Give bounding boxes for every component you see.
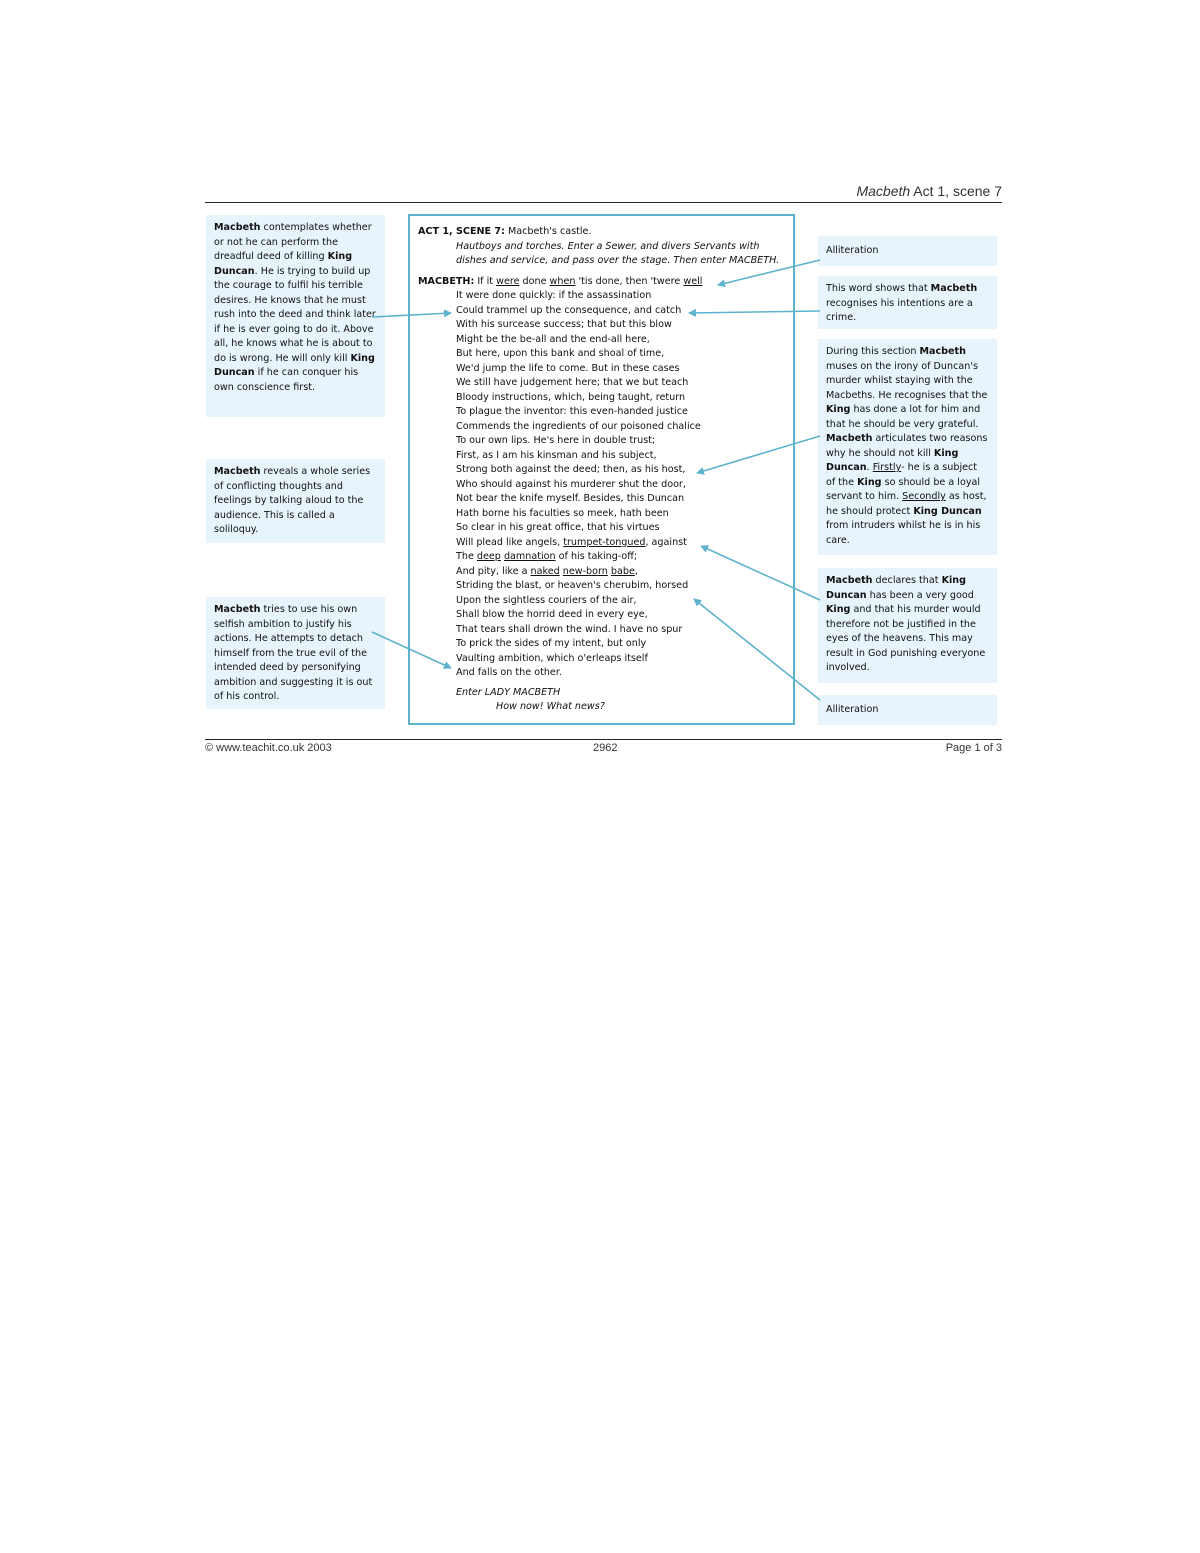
text-run: 'tis done, then 'twere — [575, 275, 684, 287]
text-run: muses on the irony of Duncan's murder whilst staying with the Macbeths. He recognises that the — [826, 360, 988, 401]
verse-line — [418, 579, 785, 594]
verse-line — [418, 289, 785, 304]
text-run: Alliteration — [826, 704, 879, 715]
note-right-2 — [818, 276, 997, 329]
text-run: So clear in his great office, that his virtues — [456, 522, 660, 533]
text-run: And pity, like a — [456, 565, 531, 577]
text-run: King — [826, 604, 851, 615]
verse-line — [418, 565, 785, 580]
scene-setting: Macbeth's castle. — [504, 226, 592, 237]
text-run: Macbeth — [214, 222, 261, 233]
text-run: Will plead like angels, — [456, 536, 564, 548]
text-run: when — [549, 275, 576, 287]
text-run: as host, he should protect — [826, 491, 987, 517]
header-title-rest: Act 1, scene 7 — [910, 183, 1002, 199]
text-run: naked — [530, 565, 560, 577]
verse-line — [418, 391, 785, 406]
text-run: Macbeth — [826, 433, 873, 444]
text-run: First, as I am his kinsman and his subject, — [456, 449, 657, 461]
verse-line — [418, 492, 785, 507]
text-run: To plague the inventor: this even-handed justice — [456, 406, 688, 417]
verse-line — [418, 420, 785, 435]
note-left-3 — [206, 597, 385, 709]
text-run: Vaulting ambition, which o'erleaps itself — [456, 652, 648, 664]
note-right-4 — [818, 568, 997, 683]
note-left-1 — [206, 215, 385, 417]
verse-line — [418, 666, 785, 681]
verse-line — [418, 333, 785, 348]
text-run: articulates two reasons why he should not kill — [826, 433, 988, 459]
text-run: done — [519, 275, 550, 287]
verse-line — [418, 304, 785, 319]
header-rule — [205, 202, 1002, 203]
text-run: Macbeth — [919, 346, 966, 357]
text-run: We'd jump the life to come. But in these cases — [456, 362, 680, 374]
footer-code: 2962 — [593, 742, 618, 754]
note-left-2 — [206, 459, 385, 543]
text-run: We still have judgement here; that we but teach — [456, 377, 689, 388]
text-run: . He is trying to build up the courage to fulfil his terrible desires. He knows that he must rush into the deed and think later if he is ever going to do it. Above all, he knows what he is about to do is wrong. He will only kill — [214, 265, 376, 364]
text-run: If it — [474, 275, 497, 287]
text-run: Striding the blast, or heaven's cherubim, horsed — [456, 580, 689, 591]
verse-line — [418, 536, 785, 551]
text-run: has done a lot for him and that he should be very grateful. — [826, 404, 981, 430]
text-run: were — [496, 275, 520, 287]
text-run: trumpet-tongued — [563, 536, 646, 548]
reply-line: How now! What news? — [496, 701, 605, 712]
scene-heading — [418, 225, 785, 240]
text-run: Strong both against the deed; then, as his host, — [456, 464, 686, 475]
text-run: Secondly — [902, 491, 946, 502]
speech-first-line — [418, 275, 785, 290]
verse-line — [418, 608, 785, 623]
text-run: declares that — [872, 575, 942, 586]
text-run: Bloody instructions, which, being taught, return — [456, 391, 686, 403]
text-run: Might be the be-all and the end-all here, — [456, 333, 650, 345]
text-run: It were done quickly: if the assassination — [456, 290, 652, 301]
text-run: Could trammel up the consequence, and catch — [456, 304, 682, 316]
text-run: Not bear the knife myself. Besides, this Duncan — [456, 493, 685, 504]
verse-line — [418, 362, 785, 377]
verse-line — [418, 623, 785, 638]
text-run: new-born — [562, 565, 608, 577]
footer-copyright: © www.teachit.co.uk 2003 — [205, 742, 332, 754]
stage-direction: Hautboys and torches. Enter a Sewer, and divers Servants with dishes and service, and pass over the stage. Then enter MACBETH. — [456, 240, 780, 266]
header-title-italic: Macbeth — [856, 183, 911, 199]
verse-line — [418, 376, 785, 391]
text-run: contemplates whether or not he can perform the dreadful deed of killing — [214, 222, 372, 262]
text-run: Commends the ingredients of our poisoned chalice — [456, 420, 701, 432]
text-run: During this section — [826, 346, 920, 357]
note-right-5 — [818, 695, 997, 725]
text-run: But here, upon this bank and shoal of time, — [456, 348, 665, 359]
footer-rule — [205, 739, 1002, 740]
note-right-1 — [818, 236, 997, 266]
text-run: To prick the sides of my intent, but only — [456, 638, 647, 649]
scene-label: ACT 1, SCENE 7: — [418, 226, 505, 237]
page-header — [205, 183, 1002, 201]
text-run: Shall blow the horrid deed in every eye, — [456, 609, 648, 620]
verse-line — [418, 463, 785, 478]
text-run: Macbeth — [214, 466, 261, 477]
text-run: , — [634, 565, 638, 577]
text-run: deep — [476, 551, 501, 562]
verse-line — [418, 405, 785, 420]
verse-line — [418, 318, 785, 333]
verse-line — [418, 637, 785, 652]
text-run: has been a very good — [866, 589, 974, 601]
verse-line — [418, 550, 785, 565]
text-run: if he can conquer his own conscience first. — [214, 367, 359, 393]
text-run: The — [456, 551, 477, 562]
verse-lines — [418, 289, 785, 681]
verse-line — [418, 347, 785, 362]
text-run: of his taking-off; — [555, 551, 638, 562]
text-run: and that his murder would therefore not be justified in the eyes of the heavens. This may result in God punishing everyone involved. — [826, 604, 986, 673]
text-run: well — [683, 275, 703, 287]
text-run: Hath borne his faculties so meek, hath been — [456, 507, 669, 519]
text-run: from intruders whilst he is in his care. — [826, 520, 981, 546]
text-run: King Duncan — [826, 447, 959, 473]
text-run: Alliteration — [826, 245, 879, 256]
text-run: recognises his intentions are a crime. — [826, 297, 973, 323]
verse-line — [418, 434, 785, 449]
text-run: Firstly — [872, 462, 902, 473]
verse-line — [418, 594, 785, 609]
text-run: . — [866, 462, 873, 473]
footer-page-number: Page 1 of 3 — [945, 742, 1002, 754]
text-run: Macbeth — [930, 283, 978, 294]
text-run: tries to use his own selfish ambition to justify his actions. He attempts to detach himself from the true evil of the intended deed by personifying ambition and suggesting it is out of his control. — [214, 604, 373, 702]
text-run: Upon the sightless couriers of the air, — [456, 594, 637, 606]
text-run: To our own lips. He's here in double trust; — [456, 435, 656, 446]
text-run: , against — [645, 536, 687, 548]
first-line-text — [474, 276, 702, 287]
text-run: Who should against his murderer shut the door, — [456, 478, 686, 490]
text-run: King Duncan — [913, 505, 982, 517]
text-run: damnation — [503, 551, 556, 562]
verse-line — [418, 521, 785, 536]
text-run: King Duncan — [214, 352, 375, 378]
play-text-box — [408, 214, 795, 725]
speaker-name: MACBETH: — [418, 275, 475, 287]
note-right-3 — [818, 339, 997, 555]
verse-line — [418, 507, 785, 522]
text-run: That tears shall drown the wind. I have no spur — [456, 623, 683, 635]
text-run: With his surcease success; that but this blow — [456, 319, 672, 330]
text-run: Macbeth — [214, 604, 261, 615]
text-run: King — [826, 404, 851, 415]
text-run: Macbeth — [826, 575, 873, 586]
text-run: so should be a loyal servant to him. — [826, 476, 981, 502]
text-run: - he is a subject of the — [826, 462, 978, 488]
text-run: King — [857, 476, 882, 488]
text-run: babe — [610, 565, 635, 577]
text-run: reveals a whole series of conflicting thoughts and feelings by talking aloud to the audience. This is called a soliloquy. — [214, 466, 371, 535]
verse-line — [418, 449, 785, 464]
text-run: King Duncan — [214, 251, 353, 277]
verse-line — [418, 478, 785, 493]
stage-direction-enter: Enter LADY MACBETH — [456, 686, 561, 698]
text-run: And falls on the other. — [456, 667, 562, 678]
verse-line — [418, 652, 785, 667]
text-run: This word shows that — [826, 283, 931, 294]
text-run: King Duncan — [826, 575, 966, 601]
